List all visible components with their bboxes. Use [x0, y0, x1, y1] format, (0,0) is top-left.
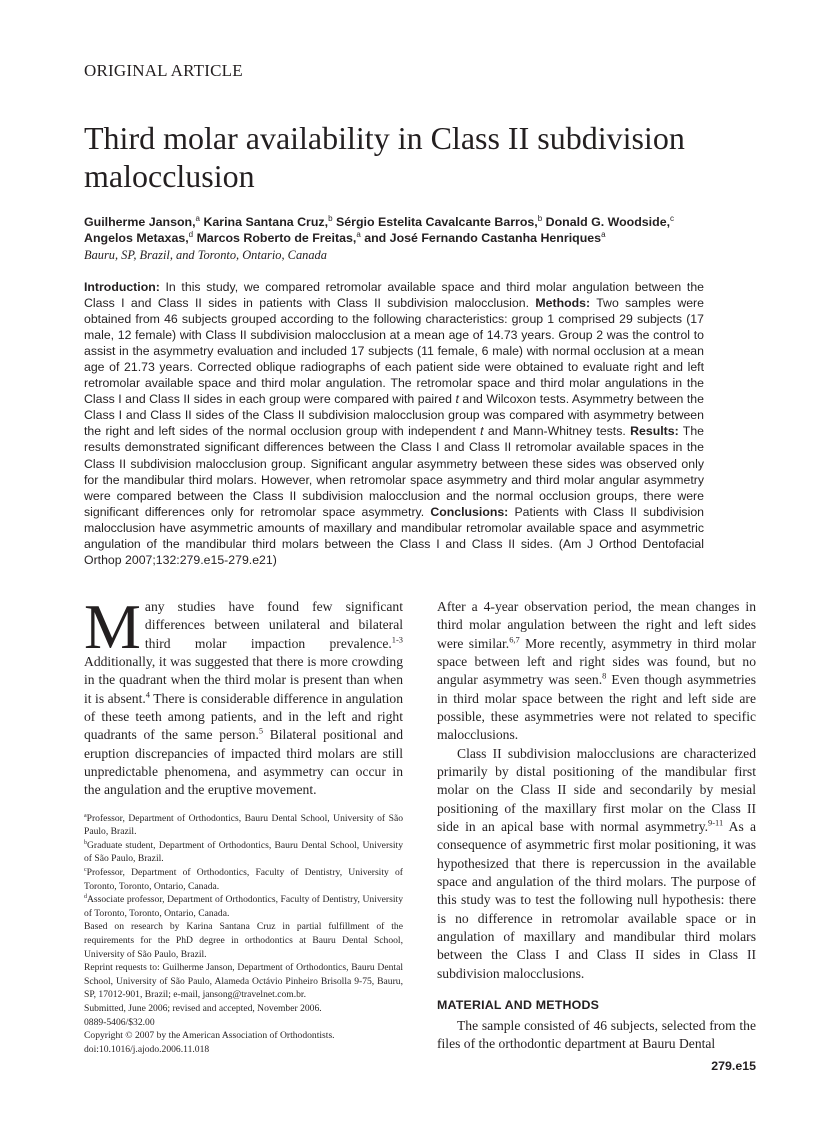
text-segment: The results demonstrated significant differences between the Class I and Class II retromolar available spaces in the Class II subdivision malocclusion group. Significant angular asymmetry between these sides was observed only for the mandibular third molars. However, when retromolar space asymmetry and third molar angular asymmetry were compared between the Class II subdivision malocclusion and the normal occlusion groups, there were significant differences only for retromolar space asymmetry. — [84, 424, 704, 519]
body-paragraph — [437, 1017, 756, 1054]
superscript: 1-3 — [391, 634, 403, 644]
text-segment: In this study, we compared retromolar available space and third molar angulation between the Class I and Class II sides in patients with Class II subdivision malocclusion. — [84, 280, 704, 311]
text-segment: Copyright © 2007 by the American Association of Orthodontists. — [84, 1030, 335, 1042]
text-segment: There is considerable difference in angulation of these teeth among patients, and in the left and right quadrants of the same person. — [84, 690, 403, 743]
footnote — [84, 1043, 403, 1057]
author-name: Sérgio Estelita Cavalcante Barros, — [332, 215, 538, 229]
text-segment: Professor, Department of Orthodontics, Faculty of Dentistry, University of Toronto, Toronto, Ontario, Canada. — [84, 867, 403, 892]
author-name: Angelos Metaxas, — [84, 231, 189, 245]
author-name: and José Fernando Castanha Henriques — [360, 231, 602, 245]
author-name: Guilherme Janson, — [84, 215, 196, 229]
author-list — [84, 214, 724, 246]
text-segment: t — [455, 392, 459, 407]
abstract — [84, 279, 704, 568]
body-column-right-wrapper — [437, 598, 756, 1074]
affiliation-mark: b — [537, 213, 543, 223]
text-segment: and Mann-Whitney tests. — [483, 424, 631, 439]
affiliation-mark: d — [188, 229, 194, 239]
affiliation-mark: a — [356, 229, 361, 239]
text-segment: t — [480, 424, 484, 439]
footnote — [84, 961, 403, 1002]
section-heading: MATERIAL AND METHODS — [437, 998, 600, 1013]
footnote — [84, 1016, 403, 1030]
text-segment: Bilateral positional and eruption discrepancies of impacted third molars are still unpredictable phenomena, and asymmetry can occur in the angulation and the eruptive movement. — [84, 727, 403, 798]
superscript: a — [84, 812, 87, 819]
superscript: c — [84, 866, 87, 873]
footnote — [84, 812, 403, 839]
body-paragraph — [84, 590, 403, 800]
affiliation-mark: a — [195, 213, 200, 223]
affiliation-mark: c — [670, 213, 675, 223]
footnote — [84, 866, 403, 893]
body-columns — [84, 590, 757, 1074]
drop-cap: M — [84, 590, 141, 662]
superscript: 6,7 — [509, 634, 520, 644]
text-segment: After a 4-year observation period, the mean changes in third molar angulation between the right and left sides were similar. — [437, 598, 756, 651]
text-segment: Reprint requests to: Guilherme Janson, Department of Orthodontics, Bauru Dental School, University of São Paulo, Alameda Octávio Pinheiro Brisolla 9-75, Bauru, SP, 17012-901, Brazil; e-mail, jansong@travelnet.com.br. — [84, 962, 403, 1001]
text-segment: Class II subdivision malocclusions are characterized primarily by distal positioning of the mandibular first molar on the Class II side and secondarily by mesial positioning of the maxillary first molar on the Class II side in an apical base with normal asymmetry. — [437, 745, 756, 834]
author-name: Karina Santana Cruz, — [200, 215, 329, 229]
text-segment: Associate professor, Department of Orthodontics, Faculty of Dentistry, University of Toronto, Toronto, Ontario, Canada. — [84, 894, 403, 919]
affiliation-mark: b — [328, 213, 333, 223]
text-segment: Even though asymmetries in third molar space between the right and left side are possible, these asymmetries were not related to specific malocclusions. — [437, 672, 756, 743]
text-segment: Methods: — [535, 296, 591, 311]
author-location: Bauru, SP, Brazil, and Toronto, Ontario, Canada — [84, 248, 327, 262]
author-name: Donald G. Woodside, — [542, 215, 671, 229]
footnote — [84, 839, 403, 866]
affiliation-mark: a — [601, 229, 606, 239]
footnotes — [84, 812, 403, 1057]
text-segment: 0889-5406/$32.00 — [84, 1016, 155, 1028]
text-segment: More recently, asymmetry in third molar space between left and right sides was found, but no angular asymmetry was seen. — [437, 635, 757, 688]
text-segment: and Wilcoxon tests. Asymmetry between the Class I and Class II sides of the Class II subdivision malocclusion group was compared with asymmetry between the right and left sides of the normal occlusion group with independent — [84, 392, 704, 439]
text-segment: Submitted, June 2006; revised and accepted, November 2006. — [84, 1002, 322, 1014]
text-segment: Two samples were obtained from 46 subjects grouped according to the following characteristics: group 1 comprised 29 subjects (17 male, 12 female) with Class II subdivision malocclusion at a mean age of 14.73 years. Group 2 was the control to assist in the asymmetry evaluation and included 17 subjects (11 female, 6 male) with normal occlusion at a mean age of 21.73 years. Corrected oblique radiographs of each patient side were obtained to evaluate right and left retromolar available space and third molar angulation. The retromolar space and third molar angulations in the Class I and Class II sides in each group were compared with paired — [84, 296, 704, 407]
text-segment: Additionally, it was suggested that there is more crowding in the quadrant when the third molar is present than when it is absent. — [84, 653, 403, 706]
body-column-left — [84, 590, 403, 800]
footnote — [84, 893, 403, 920]
author-name: Marcos Roberto de Freitas, — [193, 231, 357, 245]
superscript: 5 — [258, 725, 264, 736]
body-paragraph — [437, 745, 756, 983]
article-title: Third molar availability in Class II subdivision malocclusion — [84, 120, 685, 194]
superscript: d — [84, 894, 87, 900]
superscript: 8 — [602, 670, 607, 681]
text-segment: Introduction: — [84, 280, 160, 294]
text-segment: As a consequence of asymmetric first molar positioning, it was hypothesized that there is repercussion in the available space and angulation of the third molars. The purpose of this study was to test the following null hypothesis: there is no difference in retromolar available space or in angulation of maxillary and mandibular third molars between the Class I and Class II sides in Class II subdivision malocclusions. — [437, 818, 757, 981]
text-segment: Graduate student, Department of Orthodontics, Bauru Dental School, University of São Paulo, Brazil. — [84, 839, 403, 865]
superscript: 4 — [145, 689, 150, 700]
text-segment: Conclusions: — [430, 504, 509, 519]
superscript: 9-11 — [708, 817, 724, 828]
section-label: ORIGINAL ARTICLE — [84, 61, 243, 80]
text-segment: Patients with Class II subdivision malocclusion have asymmetric amounts of maxillary and mandibular retromolar available space and asymmetric angulation of the mandibular third molars between the Class I and Class II sides. (Am J Orthod Dentofacial Orthop 2007;132:279.e15-279.e21) — [84, 504, 704, 567]
text-segment: Based on research by Karina Santana Cruz in partial fulfillment of the requirements for the PhD degree in orthodontics at Bauru Dental School, University of São Paulo, Brazil. — [84, 921, 403, 960]
text-segment: any studies have found few significant differences between unilateral and bilateral third molar impaction prevalence. — [144, 598, 403, 651]
page-number: 279.e15 — [711, 1058, 756, 1073]
body-column-right — [437, 598, 756, 1054]
text-segment: Professor, Department of Orthodontics, Bauru Dental School, University of São Paulo, Brazil. — [84, 812, 403, 838]
footnote — [84, 1002, 403, 1016]
text-segment: Results: — [630, 424, 679, 439]
footnote — [84, 1029, 403, 1043]
text-segment: doi:10.1016/j.ajodo.2006.11.018 — [84, 1043, 210, 1055]
footnote — [84, 920, 403, 961]
body-paragraph — [437, 598, 756, 745]
body-column-left-wrapper — [84, 590, 403, 1074]
text-segment: The sample consisted of 46 subjects, selected from the files of the orthodontic department at Bauru Dental — [437, 1018, 756, 1052]
superscript: b — [84, 839, 87, 846]
